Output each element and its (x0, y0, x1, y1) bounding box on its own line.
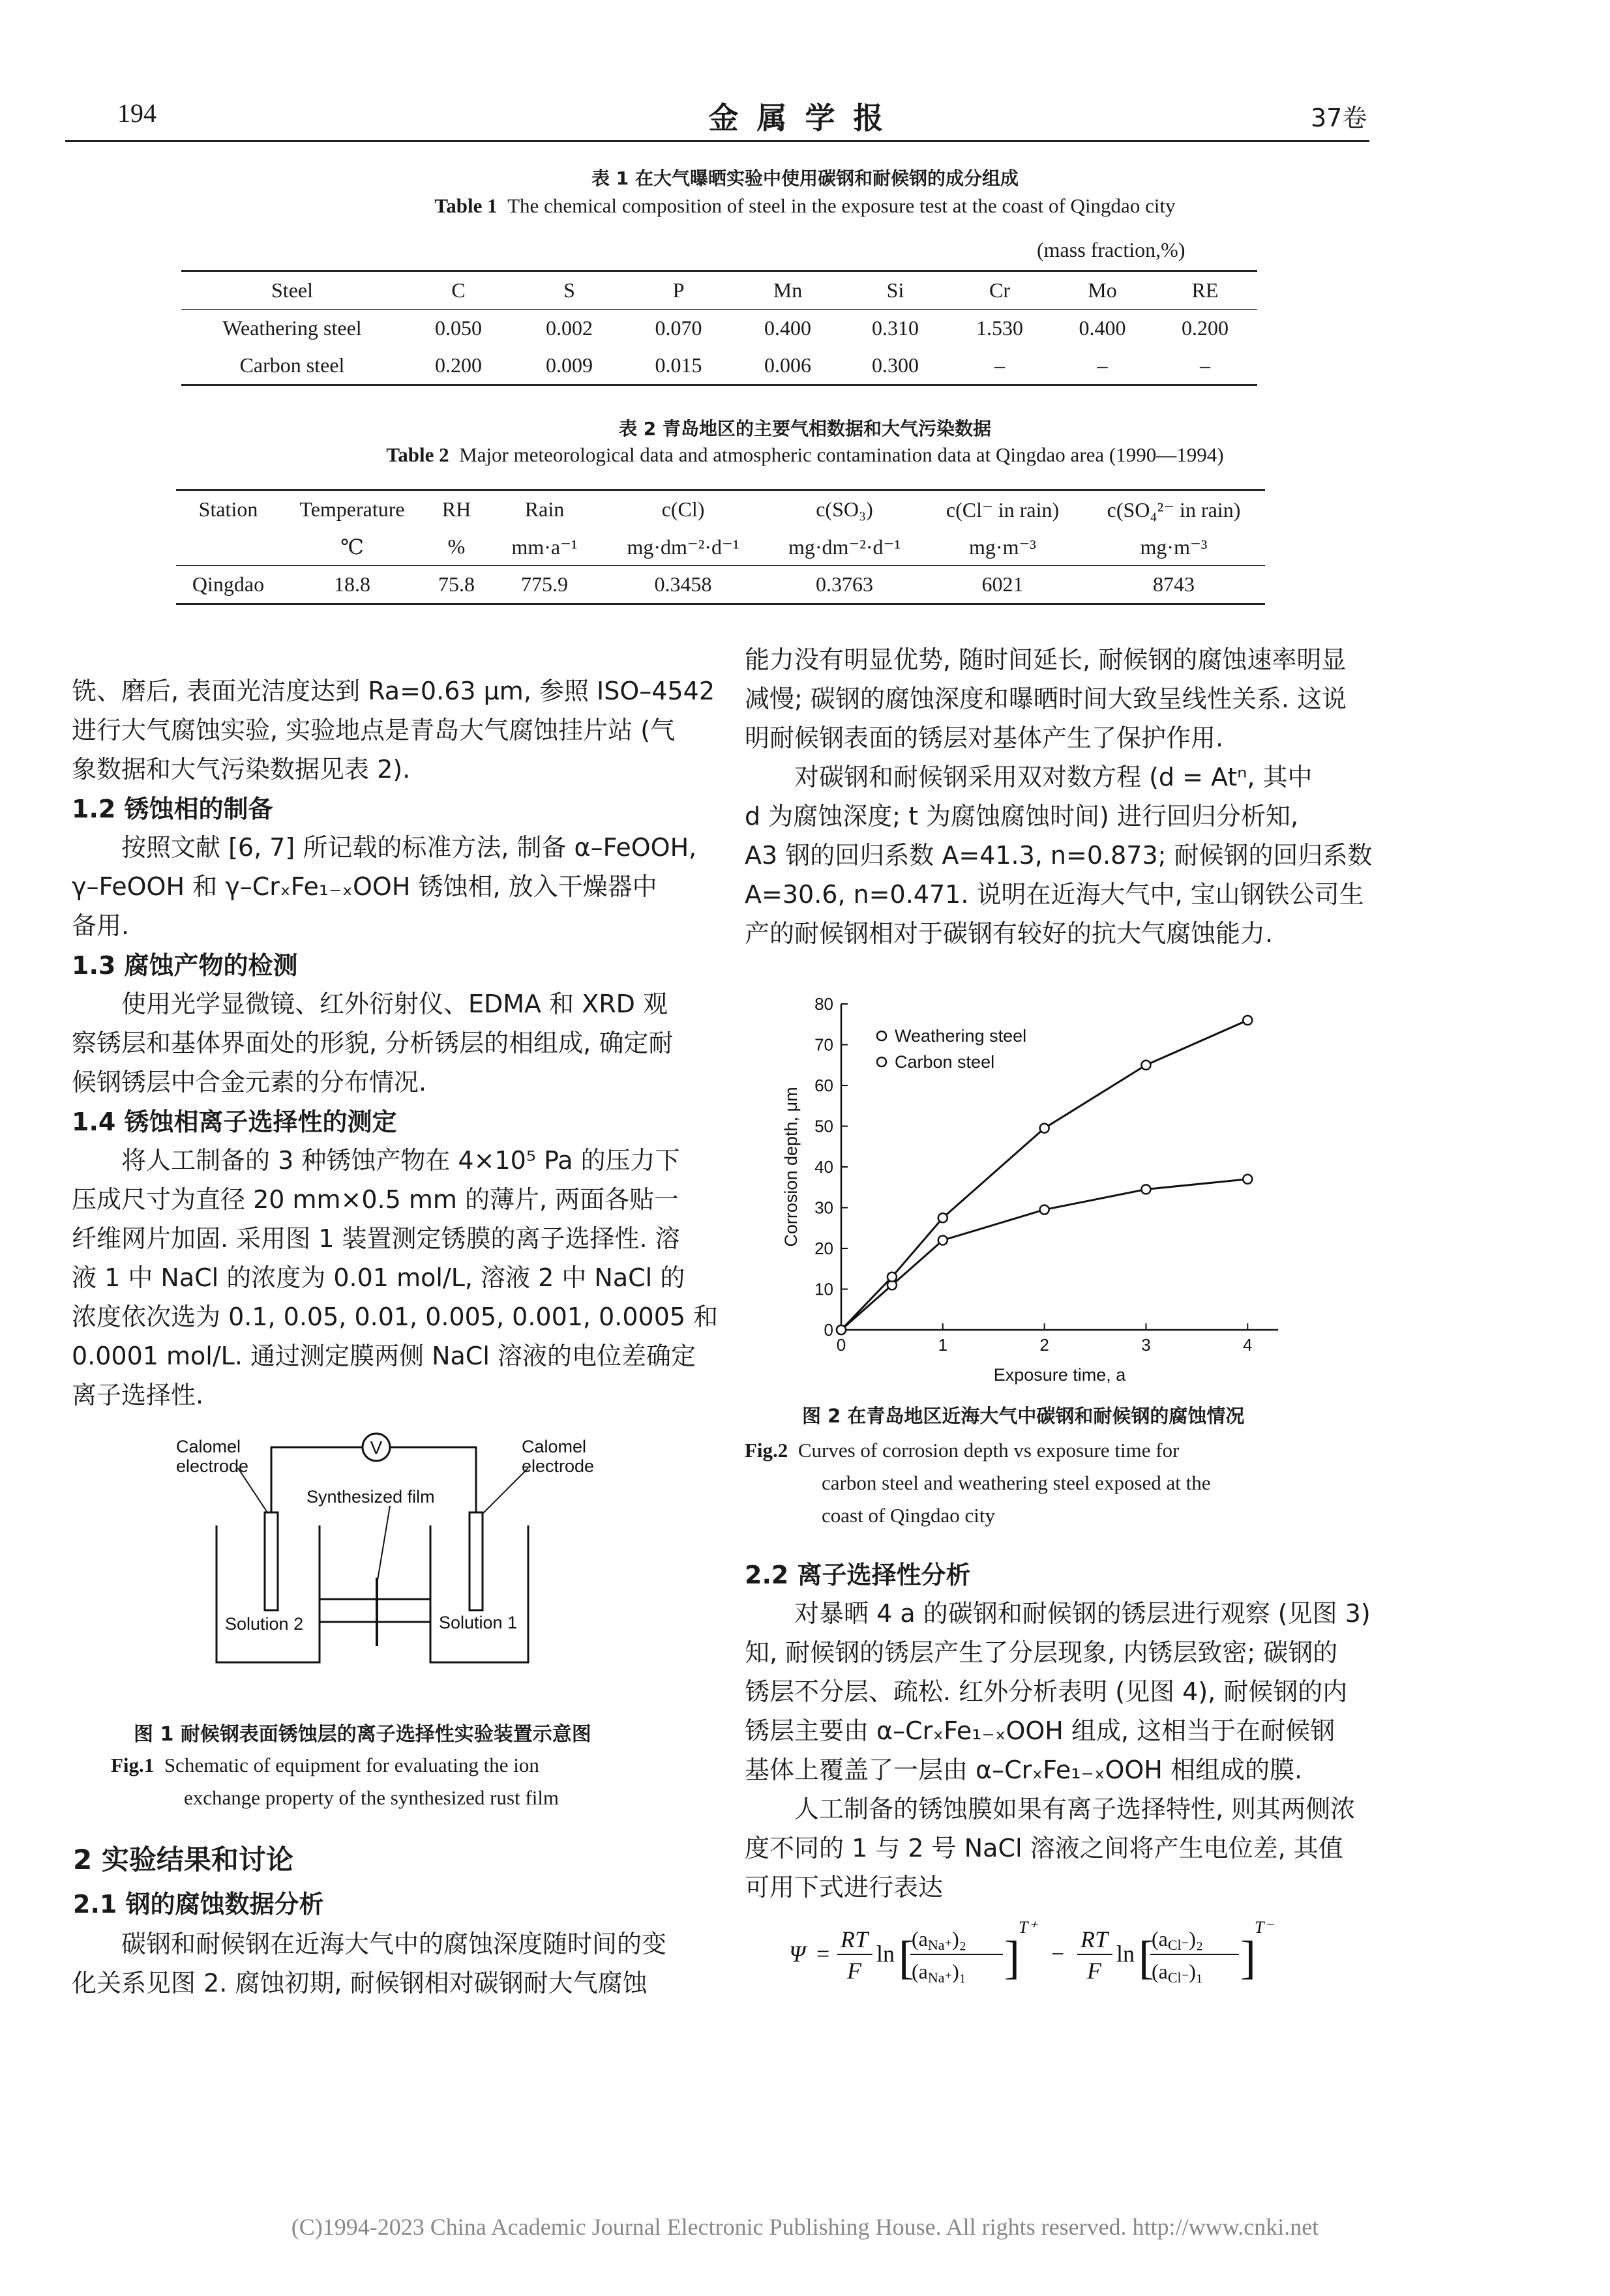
eq-ln-1: ln (876, 1941, 895, 1967)
table2-header: Station (198, 497, 258, 521)
table1-cell: 0.070 (655, 316, 702, 340)
text-line: 能力没有明显优势, 随时间延长, 耐候钢的腐蚀速率明显 (745, 645, 1347, 674)
text-line: 0.0001 mol/L. 通过测定膜两侧 NaCl 溶液的电位差确定 (72, 1342, 696, 1370)
chart-y-tick-label: 20 (814, 1239, 833, 1258)
copyright-footer: (C)1994-2023 China Academic Journal Electronic Publishing House. All rights reserved. http://www.cnki.net (291, 2214, 1319, 2240)
text-line: 使用光学显微镜、红外衍射仪、EDMA 和 XRD 观 (121, 990, 668, 1018)
table1-caption-en: Table 1 The chemical composition of steel in the exposure test at the coast of Qingdao city (434, 194, 1176, 217)
table1-cell: Weathering steel (222, 316, 362, 340)
chart-x-tick-label: 4 (1243, 1335, 1253, 1355)
text-line: 液 1 中 NaCl 的浓度为 0.01 mol/L, 溶液 2 中 NaCl 的 (72, 1263, 685, 1292)
table1-cell: – (1200, 353, 1210, 377)
table1-header: Steel (271, 278, 313, 302)
table2-unit: mg·m⁻³ (1140, 535, 1208, 559)
table1-cell: 0.200 (1182, 316, 1229, 340)
chart-y-tick-label: 10 (814, 1279, 833, 1299)
eq-den-1: (aNa⁺)₁ (912, 1960, 966, 1986)
table2-cell: 18.8 (334, 572, 370, 596)
chart-legend-label: Carbon steel (895, 1052, 995, 1072)
text-line: 压成尺寸为直径 20 mm×0.5 mm 的薄片, 两面各贴一 (72, 1185, 679, 1214)
film-label: Synthesized film (306, 1487, 435, 1507)
header-rule (65, 140, 1369, 142)
chart-y-tick-label: 50 (814, 1116, 833, 1136)
eq-bracket: [ (1139, 1932, 1154, 1984)
chart-point (1243, 1175, 1252, 1184)
table1-cell: 0.400 (764, 316, 811, 340)
text-line: 进行大气腐蚀实验, 实验地点是青岛大气腐蚀挂片站 (气 (72, 716, 676, 744)
table1-cell: – (994, 353, 1005, 377)
text-line: 察锈层和基体界面处的形貌, 分析锈层的相组成, 确定耐 (72, 1029, 674, 1057)
figure-2-chart (776, 991, 1317, 1389)
section-heading-1-2: 1.2 锈蚀相的制备 (72, 795, 273, 823)
figure-2-caption-en: Fig.2 Curves of corrosion depth vs exposure time for carbon steel and weathering steel exposed at the coast of Qingdao city (745, 1439, 1211, 1527)
right-paragraph-1 (745, 640, 1347, 758)
calomel-left-label-2: electrode (176, 1456, 249, 1476)
eq-psi: Ψ (789, 1941, 806, 1967)
text-line: d 为腐蚀深度; t 为腐蚀腐蚀时间) 进行回归分析知, (745, 802, 1299, 831)
table2-unit: % (447, 535, 466, 558)
text-line: 度不同的 1 与 2 号 NaCl 溶液之间将产生电位差, 其值 (745, 1834, 1343, 1862)
table1-header: Mn (773, 278, 803, 302)
text-line: 锈层主要由 α–CrₓFe₁₋ₓOOH 组成, 这相当于在耐候钢 (745, 1716, 1335, 1745)
eq-rt-1: RT (840, 1926, 869, 1952)
chart-point (1243, 1016, 1252, 1025)
solution-2-label: Solution 2 (225, 1614, 304, 1634)
voltmeter-label: V (370, 1437, 383, 1458)
table1-cell: 0.009 (546, 353, 593, 377)
section-heading-1-3: 1.3 腐蚀产物的检测 (72, 951, 298, 980)
table2-unit (176, 528, 280, 566)
table2-header: c(Cl⁻ in rain) (946, 497, 1060, 522)
text-line: 将人工制备的 3 种锈蚀产物在 4×10⁵ Pa 的压力下 (121, 1146, 680, 1175)
table1-cell: 0.002 (546, 316, 593, 340)
left-paragraph-3 (72, 984, 673, 1102)
table1-header: Cr (989, 278, 1010, 302)
table2-header-row (176, 490, 1265, 529)
figure-1-schematic (157, 1415, 717, 1701)
text-line: γ–FeOOH 和 γ–CrₓFe₁₋ₓOOH 锈蚀相, 放入干燥器中 (72, 872, 657, 901)
table2-cell: 775.9 (521, 572, 568, 596)
chart-x-tick-label: 3 (1141, 1335, 1151, 1355)
table1-cell: 0.310 (872, 316, 919, 340)
table2-header: RH (441, 497, 471, 521)
text-line: 锈层不分层、疏松. 红外分析表明 (见图 4), 耐候钢的内 (745, 1677, 1348, 1706)
text-line: 碳钢和耐候钢在近海大气中的腐蚀深度随时间的变 (121, 1930, 667, 1958)
eq-tminus: T⁻ (1255, 1918, 1274, 1937)
text-line: 基体上覆盖了一层由 α–CrₓFe₁₋ₓOOH 相组成的膜. (745, 1756, 1303, 1784)
table1-unit-note: (mass fraction,%) (1037, 238, 1185, 261)
table1-cell: 0.015 (655, 353, 702, 377)
table2-header: c(SO₄²⁻ in rain) (1107, 497, 1241, 522)
table1-cell: Carbon steel (239, 353, 345, 377)
chart-legend-marker (877, 1031, 886, 1040)
text-line: A=30.6, n=0.471. 说明在近海大气中, 宝山钢铁公司生 (745, 880, 1364, 909)
text-line: 离子选择性. (72, 1381, 204, 1409)
table2-cell: Qingdao (192, 572, 265, 596)
eq-ln-2: ln (1116, 1941, 1135, 1967)
chart-point (1141, 1061, 1150, 1070)
chart-point (1040, 1124, 1049, 1133)
table2-units-row (176, 528, 1265, 566)
table2-unit: ℃ (340, 535, 364, 559)
journal-title: 金属学报 (708, 100, 902, 136)
chart-legend-label: Weathering steel (895, 1026, 1027, 1046)
section-heading-2-1: 2.1 钢的腐蚀数据分析 (73, 1890, 324, 1919)
eq-minus: − (1051, 1941, 1065, 1967)
eq-tplus: T⁺ (1019, 1918, 1037, 1937)
page-number: 194 (117, 98, 157, 128)
chart-point (887, 1273, 897, 1282)
text-line: 对碳钢和耐候钢采用双对数方程 (d = Atⁿ, 其中 (794, 763, 1313, 791)
eq-rt-2: RT (1080, 1926, 1109, 1952)
text-line: 减慢; 碳钢的腐蚀深度和曝晒时间大致呈线性关系. 这说 (745, 684, 1347, 713)
table-row (176, 566, 1265, 604)
eq-f-1: F (847, 1958, 861, 1984)
table2-unit: mm·a⁻¹ (511, 535, 578, 559)
table2-cell: 6021 (981, 572, 1024, 596)
table2-cell: 0.3763 (816, 572, 873, 596)
table1-header: RE (1191, 278, 1219, 302)
table2-header: c(Cl) (661, 497, 705, 521)
text-line: 人工制备的锈蚀膜如果有离子选择特性, 则其两侧浓 (794, 1795, 1356, 1823)
left-paragraph-2 (72, 828, 696, 945)
table2-header: Temperature (299, 497, 405, 521)
figure-1-caption-cn: 图 1 耐候钢表面锈蚀层的离子选择性实验装置示意图 (134, 1723, 591, 1746)
table1-header: C (451, 278, 466, 302)
table1-header: S (563, 278, 575, 302)
chart-x-tick-label: 2 (1039, 1335, 1049, 1355)
chart-point (1141, 1185, 1150, 1194)
eq-bracket: ] (1240, 1932, 1256, 1984)
eq-num-1: (aNa⁺)₂ (912, 1927, 966, 1953)
table-row (181, 310, 1257, 347)
chart-point (1040, 1205, 1049, 1214)
right-paragraph-4 (745, 1789, 1355, 1907)
text-line: 浓度依次选为 0.1, 0.05, 0.01, 0.005, 0.001, 0.0005 和 (72, 1303, 719, 1331)
table1 (181, 270, 1257, 386)
text-line: 对暴晒 4 a 的碳钢和耐候钢的锈层进行观察 (见图 3) (794, 1599, 1371, 1628)
chart-legend-marker (877, 1057, 886, 1067)
text-line: 明耐候钢表面的锈层对基体产生了保护作用. (745, 724, 1224, 752)
calomel-left-label-1: Calomel (176, 1437, 241, 1456)
text-line: 候钢锈层中合金元素的分布情况. (72, 1068, 427, 1096)
left-paragraph-5 (72, 1924, 666, 2003)
table2-unit: mg·dm⁻²·d⁻¹ (627, 535, 739, 559)
chart-y-tick-label: 0 (824, 1320, 833, 1340)
calomel-right-label-1: Calomel (522, 1437, 587, 1456)
chart-point (837, 1325, 846, 1334)
eq-bracket: [ (899, 1932, 914, 1984)
table2-header: Rain (524, 497, 565, 521)
table2-caption-cn: 表 2 青岛地区的主要气相数据和大气污染数据 (619, 418, 991, 439)
chart-x-tick-label: 1 (938, 1335, 948, 1355)
left-paragraph-1 (72, 671, 715, 789)
table1-header: P (672, 278, 685, 302)
table1-caption-cn: 表 1 在大气曝晒实验中使用碳钢和耐候钢的成分组成 (591, 168, 1019, 189)
chart-y-tick-label: 40 (814, 1157, 833, 1177)
text-line: 知, 耐候钢的锈层产生了分层现象, 内锈层致密; 碳钢的 (745, 1638, 1338, 1667)
solution-1-label: Solution 1 (439, 1613, 518, 1632)
table2-header: c(SO₃) (816, 497, 873, 521)
figure-2-caption-cn: 图 2 在青岛地区近海大气中碳钢和耐候钢的腐蚀情况 (802, 1405, 1245, 1427)
chart-y-tick-label: 60 (814, 1076, 833, 1095)
table1-cell: 0.200 (435, 353, 482, 377)
table1-cell: – (1097, 353, 1108, 377)
table2-cell: 8743 (1153, 572, 1195, 596)
text-line: 纤维网片加固. 采用图 1 装置测定锈膜的离子选择性. 溶 (72, 1224, 680, 1253)
table2-cell: 75.8 (438, 572, 475, 596)
table2-unit: mg·m⁻³ (969, 535, 1036, 559)
figure-1-caption-en: Fig.1 Schematic of equipment for evaluating the ion exchange property of the synthesized rust film (111, 1754, 559, 1809)
table1-header: Si (886, 278, 904, 302)
section-heading-2-2: 2.2 离子选择性分析 (745, 1561, 971, 1589)
chart-series-line (841, 1179, 1247, 1330)
text-line: 按照文献 [6, 7] 所记载的标准方法, 制备 α–FeOOH, (121, 833, 697, 862)
chart-y-tick-label: 70 (814, 1035, 833, 1055)
table2-cell: 0.3458 (654, 572, 712, 596)
chart-point (938, 1213, 947, 1222)
chart-x-tick-label: 0 (836, 1335, 846, 1355)
eq-num-2: (aCl⁻)₂ (1152, 1927, 1204, 1953)
text-line: 产的耐候钢相对于碳钢有较好的抗大气腐蚀能力. (745, 919, 1274, 948)
eq-bracket: ] (1004, 1932, 1020, 1984)
chart-y-axis-label: Corrosion depth, μm (781, 1087, 801, 1247)
table1-cell: 0.006 (764, 353, 811, 377)
section-heading-2: 2 实验结果和讨论 (73, 1844, 293, 1876)
text-line: 铣、磨后, 表面光洁度达到 Ra=0.63 μm, 参照 ISO–4542 (72, 677, 715, 705)
volume-label: 37卷 (1311, 104, 1367, 132)
chart-y-tick-label: 30 (814, 1198, 833, 1218)
table1-header-row (181, 271, 1257, 310)
right-paragraph-2 (745, 758, 1373, 953)
table1-cell: 0.050 (435, 316, 482, 340)
text-line: 备用. (72, 911, 130, 940)
table1-cell: 0.400 (1079, 316, 1126, 340)
table1-header: Mo (1088, 278, 1117, 302)
table1-cell: 0.300 (872, 353, 919, 377)
text-line: 化关系见图 2. 腐蚀初期, 耐候钢相对碳钢耐大气腐蚀 (72, 1969, 648, 1997)
section-heading-1-4: 1.4 锈蚀相离子选择性的测定 (72, 1108, 397, 1136)
table2 (176, 489, 1265, 605)
table2-unit: mg·dm⁻²·d⁻¹ (788, 535, 901, 559)
chart-x-axis-label: Exposure time, a (993, 1365, 1126, 1385)
table-row (181, 347, 1257, 385)
chart-point (938, 1236, 947, 1245)
table2-caption-en: Table 2 Major meteorological data and atmospheric contamination data at Qingdao area (1990—1994) (386, 443, 1224, 466)
text-line: 象数据和大气污染数据见表 2). (72, 755, 411, 784)
eq-den-2: (aCl⁻)₁ (1152, 1960, 1204, 1986)
eq-f-2: F (1087, 1958, 1101, 1984)
table1-cell: 1.530 (976, 316, 1023, 340)
right-paragraph-3 (745, 1594, 1371, 1789)
left-paragraph-4 (72, 1141, 718, 1415)
chart-y-tick-label: 80 (814, 994, 833, 1014)
eq-equals: = (816, 1941, 830, 1967)
text-line: A3 钢的回归系数 A=41.3, n=0.873; 耐候钢的回归系数 (745, 841, 1373, 870)
text-line: 可用下式进行表达 (745, 1873, 944, 1902)
calomel-right-label-2: electrode (522, 1456, 595, 1476)
equation (783, 1913, 1317, 1998)
